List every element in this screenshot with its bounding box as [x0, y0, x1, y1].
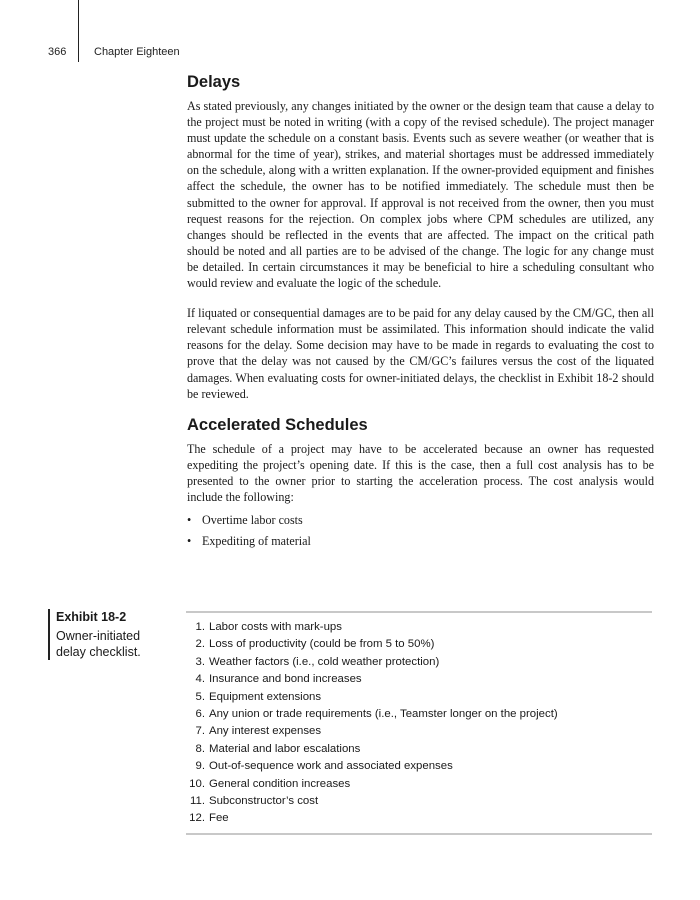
- delays-paragraph-2: If liquated or consequential damages are to be paid for any delay caused by the CM/GC, then all relevant schedule information must be assimilated. This information should indicate the valid reasons for the delay. Some decision may have to be made in regards to evaluating the cost to prove that the delay was not caused by the CM/GC’s failures versus the cost of the liquated damages. When evaluating costs for owner-initiated delays, the checklist in Exhibit 18-2 should be reviewed.: [187, 306, 654, 401]
- checklist-item: 1. Labor costs with mark-ups: [195, 621, 342, 633]
- checklist-item: 4. Insurance and bond increases: [195, 673, 362, 686]
- exhibit-number: Exhibit 18-2: [56, 610, 127, 624]
- page-number: 366: [48, 46, 67, 58]
- checklist-item: 10. General condition increases: [189, 777, 351, 790]
- bullet-icon: •: [187, 513, 192, 528]
- bullet-icon: •: [187, 534, 192, 549]
- list-item: • Overtime labor costs: [187, 513, 303, 528]
- delays-paragraph-1: As stated previously, any changes initiated by the owner or the design team that cause a delay to the project must be noted in writing (with a copy of the revised schedule). The project manager must update the schedule on a constant basis. Events such as severe weather (or weather that is abnormal for the time of year), strikes, and material shortages must be addressed immediately on the schedule, along with a written explanation. If the owner-provided equipment and finishes affect the schedule, the owner has to be notified immediately. The schedule must then be submitted to the owner for approval. If approval is not received from the owner, then you must request reasons for the rejection. On complex jobs where CPM schedules are utilized, any changes should be reflected in the events that are affected. The impact on the critical path should be noted and all parties are to be advised of the change. The logic for any change must be detailed. In certain circumstances it may be beneficial to hire a scheduling consultant who would review and evaluate the logic of the schedule.: [187, 99, 654, 291]
- running-head: [0, 46, 700, 62]
- delay-checklist: [186, 611, 652, 835]
- exhibit-caption: Owner-initiated delay checklist.: [56, 629, 141, 659]
- accelerated-paragraph: The schedule of a project may have to be accelerated because an owner has requested expediting the project’s opening date. If this is the case, then a full cost analysis has to be presented to the owner prior to starting the acceleration process. The cost analysis would include the following:: [187, 441, 654, 504]
- checklist-item: 11. Subconstructor’s cost: [190, 795, 319, 808]
- checklist-item: 9. Out-of-sequence work and associated expenses: [195, 760, 453, 773]
- checklist-item: 5. Equipment extensions: [195, 690, 322, 703]
- exhibit-label: [48, 609, 168, 660]
- checklist-item: 12. Fee: [189, 812, 229, 825]
- checklist-item: 6. Any union or trade requirements (i.e., Teamster longer on the project): [195, 708, 558, 721]
- checklist-item: 8. Material and labor escalations: [195, 742, 361, 755]
- list-item: • Expediting of material: [187, 534, 311, 549]
- delays-heading: Delays: [187, 73, 241, 91]
- checklist-item: 3. Weather factors (i.e., cold weather protection): [195, 655, 440, 668]
- cost-analysis-list: [187, 512, 654, 549]
- chapter-title: Chapter Eighteen: [94, 46, 180, 58]
- checklist-item: 2. Loss of productivity (could be from 5 to 50%): [195, 638, 435, 651]
- checklist-item: 7. Any interest expenses: [195, 725, 322, 738]
- accelerated-schedules-heading: Accelerated Schedules: [187, 415, 368, 434]
- main-content: [187, 72, 654, 554]
